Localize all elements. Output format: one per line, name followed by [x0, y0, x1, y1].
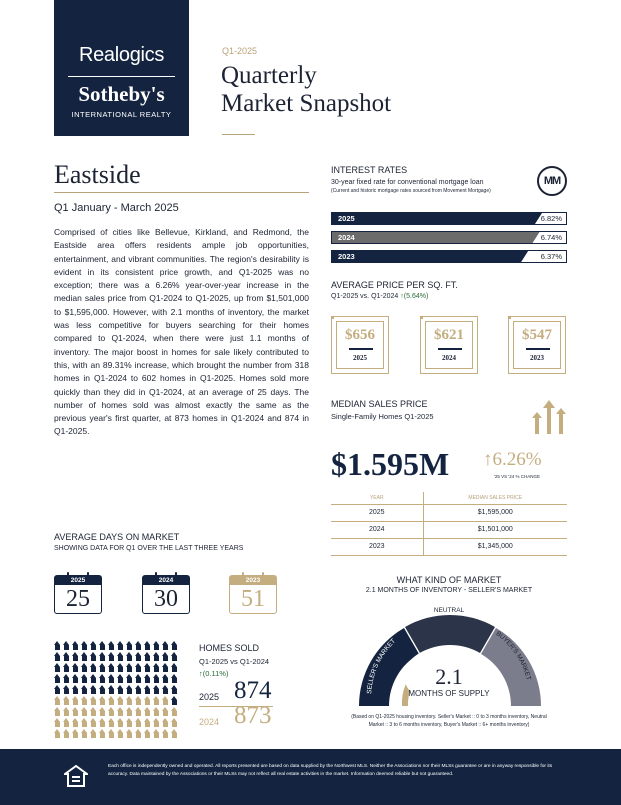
- market-subtitle: 2.1 MONTHS OF INVENTORY - SELLER'S MARKET: [365, 587, 533, 594]
- house-icon: [63, 663, 70, 672]
- house-icon: [108, 696, 115, 705]
- house-icon: [81, 663, 88, 672]
- gauge-value-label: MONTHS OF SUPPLY: [408, 689, 490, 698]
- pictogram-row: [54, 718, 189, 728]
- house-icon: [72, 663, 79, 672]
- house-icon: [81, 718, 88, 727]
- days-on-market-title: AVERAGE DAYS ON MARKET: [54, 532, 180, 542]
- house-icon: [162, 718, 169, 727]
- gauge-label-buyer: BUYER'S MARKET: [494, 630, 532, 681]
- house-icon: [135, 674, 142, 683]
- mm-logo-icon: MM: [537, 166, 567, 196]
- house-icon: [117, 641, 124, 650]
- area-description: Comprised of cities like Bellevue, Kirkland, and Redmond, the Eastside area offers residents ample job opportunities, entertainment, and vibrant communities. The region's desirability is evident in its consistent price growth, and Q1-2025 was no exception; there was a 6.26% year-over-year increase in the median sales price from Q1-2024 to Q1-2025, up from $1,501,000 to $1,595,000. However, with 2.1 months of inventory, the market was less competitive for buyers searching for their homes compared to Q1-2024, when there were just 1.1 months of inventory. The major boost in homes for sale likely contributed to this, with an 89.31% increase, which brought the number from 318 homes in Q1-2024 to 602 homes in Q1-2025. Homes sold more quickly than they did in Q1-2024, at an average of 25 days. The number of homes sold was almost exactly the same as the previous year's first quarter, at 873 homes in Q1-2024 and 874 in Q1-2025.: [54, 227, 309, 437]
- house-icon: [162, 707, 169, 716]
- house-icon: [72, 718, 79, 727]
- house-icon: [72, 707, 79, 716]
- house-icon: [54, 729, 61, 738]
- homes-sold-value-current: 874: [234, 677, 272, 704]
- table-row: [331, 521, 567, 538]
- table-header: MEDIAN SALES PRICE: [423, 492, 567, 504]
- house-icon: [72, 696, 79, 705]
- brand-logo: [54, 0, 189, 136]
- pictogram-row: [54, 707, 189, 717]
- price-frame-value: $656: [345, 327, 375, 343]
- house-icon: [90, 641, 97, 650]
- house-icon: [108, 718, 115, 727]
- house-icon: [117, 718, 124, 727]
- house-icon: [153, 663, 160, 672]
- house-icon: [81, 707, 88, 716]
- interest-note: (Current and historic mortgage rates sourced from Movement Mortgage): [331, 188, 491, 194]
- area-rule: [54, 192, 309, 193]
- equal-housing-icon: [64, 765, 88, 787]
- house-icon: [126, 663, 133, 672]
- house-icon: [135, 696, 142, 705]
- house-icon: [144, 685, 151, 694]
- house-icon: [63, 718, 70, 727]
- house-icon: [153, 652, 160, 661]
- homes-pictogram: [54, 641, 189, 740]
- price-frame-year: 2024: [442, 354, 456, 362]
- house-icon: [90, 663, 97, 672]
- house-icon: [99, 685, 106, 694]
- footer-disclaimer: Each office is independently owned and operated. All reports presented are based on data supplied by the Northwest MLS. Neither the Associations nor their MLSs guarantee or are in anyway responsible for its accuracy. Data maintained by the Associations or their MLSs may not reflect all real estate activities in the market. Information deemed reliable but not guaranteed.: [108, 764, 553, 777]
- house-icon: [153, 696, 160, 705]
- house-icon: [126, 641, 133, 650]
- homes-sold-title: HOMES SOLD: [199, 643, 260, 653]
- house-icon: [153, 685, 160, 694]
- house-icon: [162, 641, 169, 650]
- price-frame: [420, 316, 478, 374]
- house-icon: [63, 685, 70, 694]
- house-icon: [171, 718, 178, 727]
- title-line2: Market Snapshot: [221, 90, 392, 117]
- median-title: MEDIAN SALES PRICE: [331, 399, 428, 409]
- calendar-icon: [142, 575, 190, 614]
- house-icon: [126, 729, 133, 738]
- house-icon: [63, 674, 70, 683]
- price-sqft-change: ↑(5.64%): [400, 293, 429, 300]
- house-icon: [126, 652, 133, 661]
- homes-sold-year-current: 2025: [199, 692, 220, 702]
- house-icon: [144, 674, 151, 683]
- calendar-year: 2023: [230, 576, 276, 585]
- house-icon: [72, 641, 79, 650]
- table-row: [331, 538, 567, 555]
- pictogram-row: [54, 641, 189, 651]
- house-icon: [90, 652, 97, 661]
- house-icon: [63, 707, 70, 716]
- house-icon: [90, 674, 97, 683]
- median-change: ↑6.26%: [483, 449, 542, 470]
- median-value: $1.595M: [331, 446, 450, 482]
- house-icon: [153, 674, 160, 683]
- price-frame: [331, 316, 389, 374]
- calendar-days: 25: [66, 586, 90, 612]
- median-change-label: '25 VS '24 % CHANGE: [494, 474, 540, 479]
- pictogram-row: [54, 685, 189, 695]
- median-table: [331, 492, 567, 556]
- house-icon: [171, 729, 178, 738]
- house-icon: [90, 729, 97, 738]
- pictogram-row: [54, 729, 189, 739]
- rate-year: 2025: [338, 214, 355, 223]
- house-icon: [171, 707, 178, 716]
- market-note: [331, 714, 567, 729]
- market-note-line2: Market :: 3 to 6 months inventory, Buyer's Market :: 6+ months inventory): [368, 721, 530, 728]
- house-icon: [81, 652, 88, 661]
- calendar-days: 30: [154, 586, 178, 612]
- market-gauge: [341, 598, 557, 710]
- rate-value: 6.82%: [540, 214, 562, 223]
- house-icon: [135, 707, 142, 716]
- house-icon: [81, 674, 88, 683]
- brand-line2: Sotheby's: [78, 82, 165, 106]
- house-icon: [54, 696, 61, 705]
- header-rule: [222, 134, 255, 135]
- house-icon: [144, 663, 151, 672]
- area-period: Q1 January - March 2025: [54, 202, 179, 214]
- house-icon: [108, 674, 115, 683]
- price-frame-value: $547: [522, 327, 552, 343]
- pictogram-row: [54, 674, 189, 684]
- house-icon: [108, 685, 115, 694]
- house-icon: [108, 729, 115, 738]
- price-frame-year: 2025: [353, 354, 367, 362]
- house-icon: [135, 718, 142, 727]
- house-icon: [171, 685, 178, 694]
- house-icon: [162, 729, 169, 738]
- house-icon: [144, 729, 151, 738]
- house-icon: [162, 663, 169, 672]
- house-icon: [144, 641, 151, 650]
- house-icon: [108, 641, 115, 650]
- house-icon: [99, 674, 106, 683]
- house-icon: [99, 707, 106, 716]
- house-icon: [171, 696, 178, 705]
- house-icon: [171, 641, 178, 650]
- house-icon: [81, 641, 88, 650]
- pictogram-row: [54, 696, 189, 706]
- house-icon: [144, 718, 151, 727]
- gauge-label-seller: SELLER'S MARKET: [366, 637, 397, 695]
- house-icon: [153, 641, 160, 650]
- house-icon: [54, 641, 61, 650]
- house-icon: [171, 674, 178, 683]
- house-icon: [135, 652, 142, 661]
- house-icon: [54, 652, 61, 661]
- interest-subtitle: 30-year fixed rate for conventional mortgage loan: [331, 179, 484, 186]
- house-icon: [63, 729, 70, 738]
- price-frame: [508, 316, 566, 374]
- house-icon: [126, 696, 133, 705]
- house-icon: [171, 663, 178, 672]
- homes-sold-year-previous: 2024: [199, 717, 220, 727]
- rate-year: 2024: [338, 233, 355, 242]
- price-frame-year: 2023: [530, 354, 544, 362]
- house-icon: [54, 663, 61, 672]
- homes-sold-value-previous: 873: [234, 702, 272, 729]
- calendar-year: 2025: [55, 576, 101, 585]
- house-icon: [99, 663, 106, 672]
- area-name: Eastside: [54, 160, 141, 189]
- rate-bar: [331, 212, 567, 225]
- house-icon: [144, 696, 151, 705]
- house-icon: [117, 674, 124, 683]
- house-icon: [117, 663, 124, 672]
- house-icon: [135, 641, 142, 650]
- homes-sold-subtitle: Q1-2025 vs Q1-2024: [199, 657, 270, 666]
- rate-bar: [331, 231, 567, 244]
- house-icon: [162, 685, 169, 694]
- logo-divider: [68, 76, 175, 77]
- header-quarter: Q1-2025: [222, 46, 258, 56]
- calendar-icon: [54, 575, 102, 614]
- house-icon: [117, 652, 124, 661]
- house-icon: [72, 674, 79, 683]
- gauge-value: 2.1: [435, 664, 463, 689]
- pictogram-row: [54, 652, 189, 662]
- days-on-market-subtitle: SHOWING DATA FOR Q1 OVER THE LAST THREE YEARS: [54, 545, 244, 552]
- rate-bar-fill: [332, 232, 540, 243]
- house-icon: [117, 707, 124, 716]
- rate-year: 2023: [338, 252, 355, 261]
- house-icon: [63, 652, 70, 661]
- house-icon: [90, 707, 97, 716]
- table-cell: 2025: [331, 504, 423, 521]
- house-icon: [126, 718, 133, 727]
- house-icon: [63, 641, 70, 650]
- calendar-year: 2024: [143, 576, 189, 585]
- table-cell: 2023: [331, 538, 423, 555]
- calendar-icon: [229, 575, 277, 614]
- price-sqft-subtitle: Q1-2025 vs. Q1-2024: [331, 293, 399, 300]
- table-cell: 2024: [331, 521, 423, 538]
- table-header: YEAR: [331, 492, 423, 504]
- brand-line3: INTERNATIONAL REALTY: [71, 110, 172, 119]
- table-cell: $1,345,000: [423, 538, 567, 555]
- house-icon: [72, 652, 79, 661]
- house-icon: [117, 729, 124, 738]
- house-icon: [54, 707, 61, 716]
- brand-line1: Realogics: [78, 44, 165, 66]
- house-icon: [99, 641, 106, 650]
- house-icon: [135, 685, 142, 694]
- house-icon: [81, 696, 88, 705]
- house-icon: [99, 696, 106, 705]
- house-icon: [153, 707, 160, 716]
- table-cell: $1,595,000: [423, 504, 567, 521]
- table-header-row: [331, 492, 567, 504]
- house-icon: [162, 652, 169, 661]
- house-icon: [81, 729, 88, 738]
- house-icon: [99, 652, 106, 661]
- house-icon: [126, 707, 133, 716]
- house-icon: [171, 652, 178, 661]
- market-title: WHAT KIND OF MARKET: [396, 575, 502, 585]
- house-icon: [99, 718, 106, 727]
- house-icon: [117, 696, 124, 705]
- house-icon: [126, 674, 133, 683]
- pictogram-row: [54, 663, 189, 673]
- title-line1: Quarterly: [221, 62, 317, 89]
- gauge-label-neutral: NEUTRAL: [433, 607, 465, 614]
- calendar-days: 51: [241, 586, 265, 612]
- house-icon: [54, 674, 61, 683]
- house-icon: [90, 718, 97, 727]
- house-icon: [81, 685, 88, 694]
- price-sqft-title: AVERAGE PRICE PER SQ. FT.: [331, 280, 458, 290]
- house-icon: [90, 696, 97, 705]
- price-frame-value: $621: [434, 327, 464, 343]
- price-sqft-subtitle-row: [331, 293, 428, 300]
- house-icon: [54, 685, 61, 694]
- house-icon: [144, 652, 151, 661]
- house-icon: [63, 696, 70, 705]
- house-icon: [117, 685, 124, 694]
- table-row: [331, 504, 567, 521]
- rate-value: 6.74%: [540, 233, 562, 242]
- rate-bar-fill: [332, 251, 528, 262]
- house-icon: [153, 718, 160, 727]
- median-subtitle: Single-Family Homes Q1-2025: [331, 412, 434, 421]
- house-icon: [90, 685, 97, 694]
- rate-bar: [331, 250, 567, 263]
- house-icon: [72, 729, 79, 738]
- page-title: [221, 62, 391, 118]
- house-icon: [162, 696, 169, 705]
- rate-value: 6.37%: [540, 252, 562, 261]
- house-icon: [108, 663, 115, 672]
- footer: [0, 749, 621, 805]
- rising-arrows-icon: [528, 396, 570, 434]
- house-icon: [108, 707, 115, 716]
- house-icon: [162, 674, 169, 683]
- house-icon: [135, 729, 142, 738]
- interest-title: INTEREST RATES: [331, 165, 408, 175]
- homes-sold-change: ↑(0.11%): [199, 669, 229, 678]
- house-icon: [144, 707, 151, 716]
- house-icon: [108, 652, 115, 661]
- house-icon: [54, 718, 61, 727]
- rate-bar-fill: [332, 213, 542, 224]
- house-icon: [99, 729, 106, 738]
- table-cell: $1,501,000: [423, 521, 567, 538]
- market-note-line1: (Based on Q1-2025 housing inventory. Seller's Market :: 0 to 3 months inventory, Neutral: [351, 714, 547, 720]
- house-icon: [126, 685, 133, 694]
- house-icon: [153, 729, 160, 738]
- house-icon: [72, 685, 79, 694]
- house-icon: [135, 663, 142, 672]
